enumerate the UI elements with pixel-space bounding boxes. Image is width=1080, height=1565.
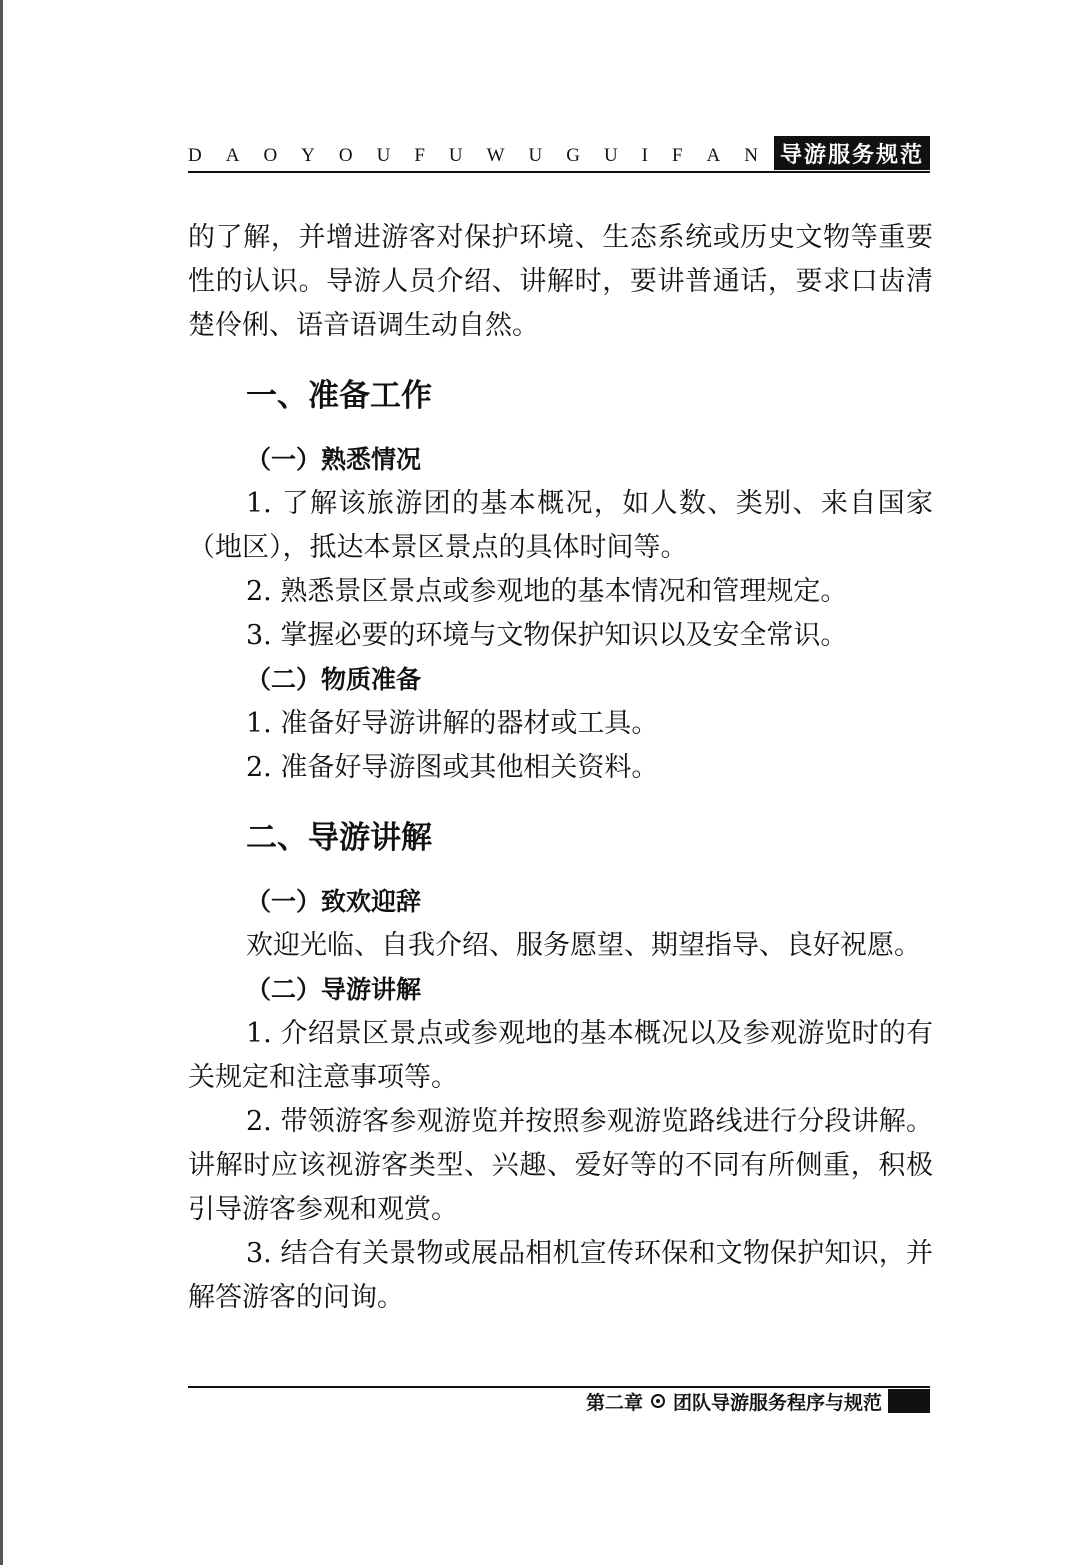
header-letter: F bbox=[414, 145, 425, 166]
list-item: 2. 准备好导游图或其他相关资料。 bbox=[246, 752, 659, 783]
header-letter: O bbox=[263, 145, 278, 166]
header-letter: U bbox=[448, 145, 463, 166]
list-item: 1. 了解该旅游团的基本概况，如人数、类别、来自国家（地区），抵达本景区景点的具体时间等。 bbox=[188, 488, 933, 563]
list-item: 2. 带领游客参观游览并按照参观游览路线进行分段讲解。讲解时应该视游客类型、兴趣、爱好等的不同有所侧重，积极引导游客参观和观赏。 bbox=[188, 1106, 933, 1225]
header-letter: U bbox=[528, 145, 543, 166]
header-pinyin bbox=[188, 142, 758, 170]
list-item: 1. 准备好导游讲解的器材或工具。 bbox=[246, 708, 659, 739]
header-rule bbox=[188, 171, 930, 173]
list-item: 3. 掌握必要的环境与文物保护知识以及安全常识。 bbox=[246, 620, 848, 651]
header-letter: I bbox=[641, 145, 648, 166]
header-letter: W bbox=[486, 145, 505, 166]
paragraph: 欢迎光临、自我介绍、服务愿望、期望指导、良好祝愿。 bbox=[246, 930, 921, 961]
header-letter: O bbox=[338, 145, 353, 166]
footer-title: 团队导游服务程序与规范 bbox=[672, 1391, 882, 1414]
header-letter: G bbox=[566, 145, 580, 166]
section-heading: 一、准备工作 bbox=[246, 378, 432, 414]
header-title: 导游服务规范 bbox=[774, 136, 930, 170]
subsection-heading: （二）导游讲解 bbox=[246, 975, 422, 1004]
subsection-heading: （一）熟悉情况 bbox=[246, 445, 422, 474]
running-header bbox=[188, 136, 930, 172]
page-edge bbox=[0, 0, 3, 1565]
running-footer bbox=[586, 1388, 930, 1414]
page-number-box bbox=[888, 1389, 930, 1413]
subsection-heading: （二）物质准备 bbox=[246, 665, 422, 694]
header-letter: U bbox=[603, 145, 618, 166]
list-item: 1. 介绍景区景点或参观地的基本概况以及参观游览时的有关规定和注意事项等。 bbox=[188, 1018, 933, 1093]
header-letter: U bbox=[376, 145, 391, 166]
header-letter: A bbox=[706, 145, 721, 166]
list-item: 2. 熟悉景区景点或参观地的基本情况和管理规定。 bbox=[246, 576, 848, 607]
header-letter: A bbox=[225, 145, 240, 166]
header-letter: Y bbox=[301, 145, 315, 166]
list-item: 3. 结合有关景物或展品相机宣传环保和文物保护知识，并解答游客的问询。 bbox=[188, 1238, 933, 1313]
page-body bbox=[188, 216, 933, 1320]
section-heading: 二、导游讲解 bbox=[246, 820, 432, 856]
header-letter: N bbox=[744, 145, 758, 166]
subsection-heading: （一）致欢迎辞 bbox=[246, 887, 422, 916]
footer-chapter: 第二章 bbox=[585, 1391, 643, 1414]
bullet-icon bbox=[651, 1394, 665, 1408]
header-letter: F bbox=[671, 145, 683, 166]
header-letter: D bbox=[188, 145, 202, 166]
intro-paragraph: 的了解，并增进游客对保护环境、生态系统或历史文物等重要性的认识。导游人员介绍、讲解时，要讲普通话，要求口齿清楚伶俐、语音语调生动自然。 bbox=[188, 222, 933, 341]
